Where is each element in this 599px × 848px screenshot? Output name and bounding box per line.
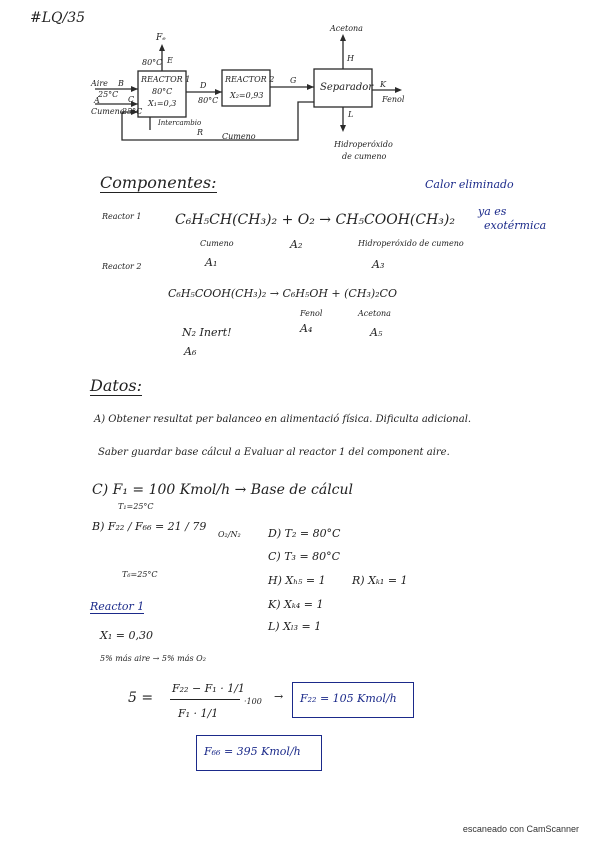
note-ya-es: ya es: [478, 205, 507, 218]
datos-b-temp: T₆=25°C: [122, 570, 158, 579]
stream-d-label: D: [200, 81, 207, 90]
datos-k-line: K) Xₖ₄ = 1: [268, 598, 324, 611]
aire-label: Aire: [91, 79, 108, 88]
reaction-1-equation: C₆H₅CH(CH₃)₂ + O₂ → CH₅COOH(CH₃)₂: [175, 212, 455, 228]
fenol-label: Fenol: [382, 95, 405, 104]
stream-r-label: R: [197, 128, 204, 137]
reaction-1-a2: A₂: [290, 238, 303, 251]
components-heading: Componentes:: [100, 173, 217, 192]
datos-b-line: B) F₂₂ / F₆₆ = 21 / 79: [92, 520, 207, 533]
reactor-1-label: REACTOR 1: [141, 75, 191, 84]
scanner-watermark: escaneado con CamScanner: [462, 824, 579, 834]
result-arrow: →: [274, 690, 284, 703]
reaction-1-hidroperoxido-label: Hidroperóxido de cumeno: [358, 239, 464, 248]
problem-tag: #LQ/35: [30, 10, 86, 26]
stream-d-temp: 80°C: [198, 96, 219, 105]
datos-r-line: R) Xₖ₁ = 1: [352, 574, 408, 587]
stream-h-label: H: [347, 54, 354, 63]
aire-temp: 25°C: [98, 90, 119, 99]
hidroperoxido-label-2: de cumeno: [342, 152, 387, 161]
reaction-1-cumeno-label: Cumeno: [200, 239, 234, 248]
excess-equation-lhs: 5 =: [128, 690, 154, 706]
reaction-2-acetona-label: Acetona: [358, 309, 391, 318]
reaction-2-a4: A₄: [300, 322, 313, 335]
stream-f-top: Fₑ: [156, 33, 166, 43]
acetona-label: Acetona: [330, 24, 363, 33]
cumeno-recycle-label: Cumeno: [222, 132, 256, 141]
separator-label: Separador: [320, 82, 374, 93]
intercambio-label: Intercambio: [158, 119, 202, 127]
stream-a-label: A: [94, 96, 100, 105]
fraction-denominator: F₁ · 1/1: [178, 707, 219, 720]
note-calor: Calor eliminado: [425, 178, 514, 191]
cumeno-in-label: Cumeno: [91, 107, 125, 116]
inert-a6: A₆: [184, 345, 197, 358]
fraction-multiplier: ·100: [244, 697, 262, 706]
stream-g-label: G: [290, 76, 297, 85]
datos-c-temp: T₁=25°C: [118, 502, 154, 511]
reactor-2-conversion: X₂=0,93: [230, 91, 264, 100]
reaction-1-a1: A₁: [205, 256, 218, 269]
reactor-2-label: REACTOR 2: [225, 75, 275, 84]
note-exotermica: exotérmica: [484, 219, 547, 232]
fraction-bar: [170, 699, 240, 700]
x1-value: X₁ = 0,30: [100, 629, 153, 642]
process-flow-diagram: [0, 0, 599, 170]
fraction-numerator: F₂₂ − F₁ · 1/1: [172, 682, 245, 695]
hidroperoxido-label-1: Hidroperóxido: [334, 140, 393, 149]
result-1-text: F₂₂ = 105 Kmol/h: [300, 692, 397, 705]
stream-l-label: L: [348, 110, 354, 119]
datos-c-line: C) F₁ = 100 Kmol/h → Base de cálcul: [92, 482, 354, 498]
datos-h-line: H) Xₕ₅ = 1: [268, 574, 326, 587]
reaction-1-a3: A₃: [372, 258, 385, 271]
datos-a-line-1: A) Obtener resultat per balanceo en alimentació física. Dificulta adicional.: [94, 414, 472, 425]
stream-b-label: B: [118, 79, 124, 88]
datos-l-line: L) Xₗ₃ = 1: [268, 620, 322, 633]
reactor-1-conversion: X₁=0,3: [148, 99, 177, 108]
exceso-aire-line: 5% más aire → 5% más O₂: [100, 654, 206, 663]
stream-e-label: E: [167, 56, 173, 65]
cumeno-in-temp: 25°C: [122, 107, 143, 116]
datos-d-line: D) T₂ = 80°C: [268, 527, 341, 540]
stream-k-label: K: [380, 80, 386, 89]
result-2-text: F₆₆ = 395 Kmol/h: [204, 745, 301, 758]
reaction-2-equation: C₆H₅COOH(CH₃)₂ → C₆H₅OH + (CH₃)₂CO: [168, 287, 397, 300]
datos-c2-line: C) T₃ = 80°C: [268, 550, 341, 563]
reactor-1-calc-heading: Reactor 1: [90, 600, 145, 613]
datos-b-tail: O₂/N₂: [218, 530, 241, 539]
reaction-2-fenol-label: Fenol: [300, 309, 323, 318]
datos-a-line-2: Saber guardar base cálcul a Evaluar al reactor 1 del component aire.: [98, 447, 450, 458]
reactor-1-heading: Reactor 1: [102, 212, 142, 221]
stream-e-temp: 80°C: [142, 58, 163, 67]
reaction-2-a5: A₅: [370, 326, 383, 339]
reactor-2-heading: Reactor 2: [102, 262, 142, 271]
datos-heading: Datos:: [90, 376, 143, 395]
inert-label: N₂ Inert!: [182, 326, 232, 339]
reactor-1-temp: 80°C: [152, 87, 173, 96]
stream-c-label: C: [128, 95, 135, 104]
